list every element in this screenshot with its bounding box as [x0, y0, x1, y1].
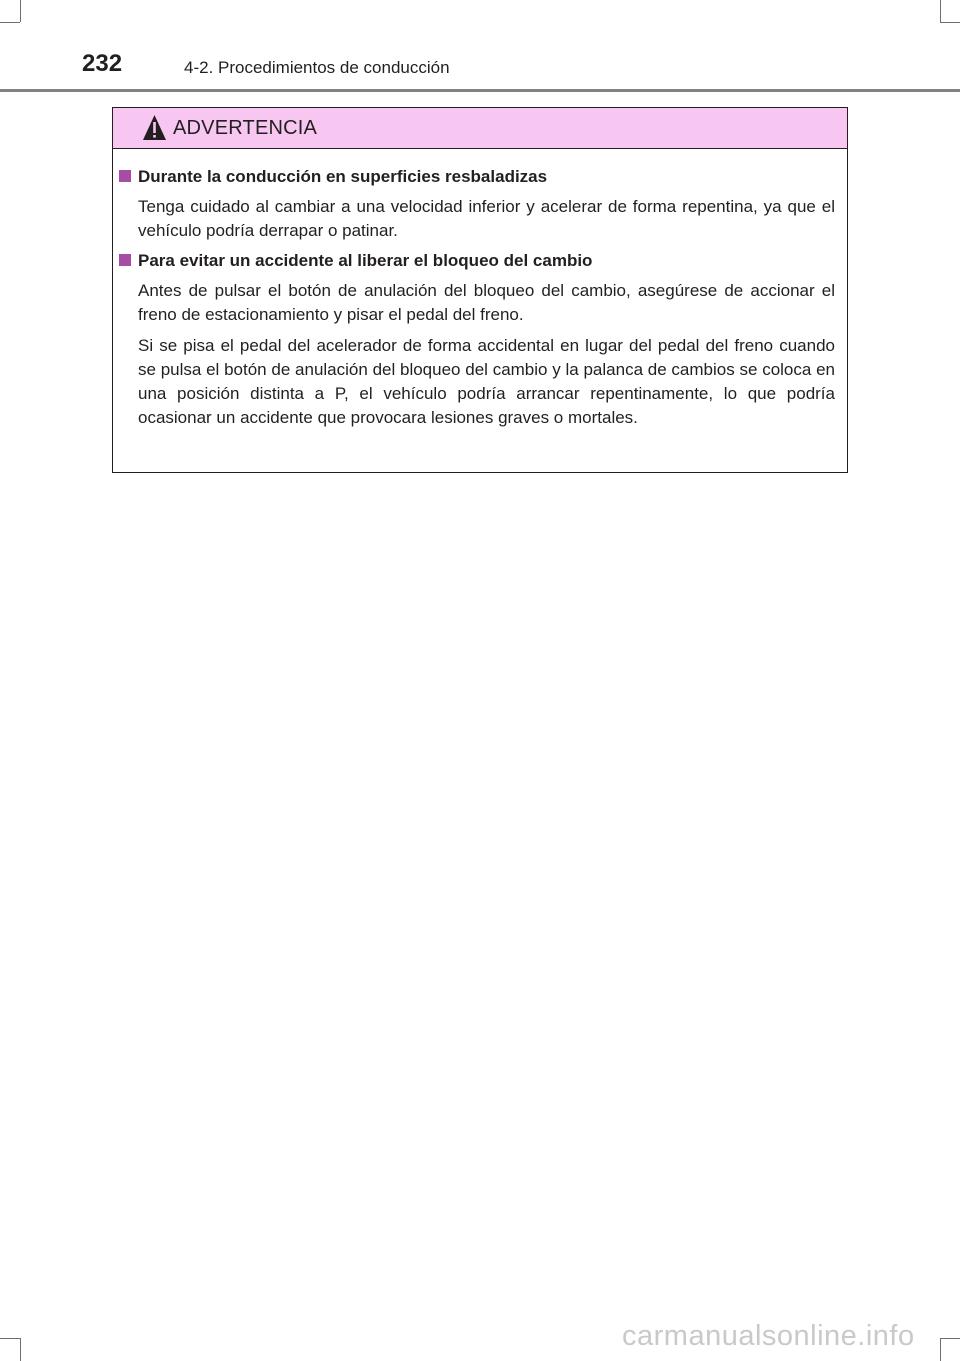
- warning-paragraph: Si se pisa el pedal del acelerador de forma accidental en lugar del pedal del freno cuando se pulsa el botón de anulación del bloqueo del cambio y la palanca de cambios se coloca en una posición distinta a P, el vehículo podría arrancar repentinamente, lo que podría ocasionar un accidente que provocara lesiones graves o mortales.: [138, 336, 835, 427]
- header-divider: [0, 89, 960, 92]
- warning-item-heading: [119, 251, 592, 271]
- crop-mark: [940, 1338, 941, 1361]
- page-header: [0, 0, 960, 92]
- square-bullet-icon: [119, 254, 131, 266]
- crop-mark: [0, 1338, 20, 1339]
- warning-paragraph: Antes de pulsar el botón de anulación del bloqueo del cambio, asegúrese de accionar el freno de estacionamiento y pisar el pedal del freno.: [138, 281, 835, 324]
- page-number: 232: [82, 50, 123, 77]
- section-title: 4-2. Procedimientos de conducción: [184, 58, 450, 77]
- warning-title: ADVERTENCIA: [173, 117, 318, 139]
- watermark: carmanualsonline.info: [622, 1320, 915, 1352]
- heading-text: Para evitar un accidente al liberar el bloqueo del cambio: [138, 251, 593, 270]
- heading-text: Durante la conducción en superficies resbaladizas: [138, 167, 548, 186]
- crop-mark: [940, 1338, 960, 1339]
- square-bullet-icon: [119, 170, 131, 182]
- warning-box: [112, 107, 848, 473]
- crop-mark: [20, 1338, 21, 1361]
- warning-item-heading: [119, 167, 547, 187]
- warning-triangle-icon: [142, 114, 167, 141]
- warning-header: [113, 108, 847, 149]
- warning-paragraph: Tenga cuidado al cambiar a una velocidad inferior y acelerar de forma repentina, ya que el vehículo podría derrapar o patinar.: [138, 197, 835, 240]
